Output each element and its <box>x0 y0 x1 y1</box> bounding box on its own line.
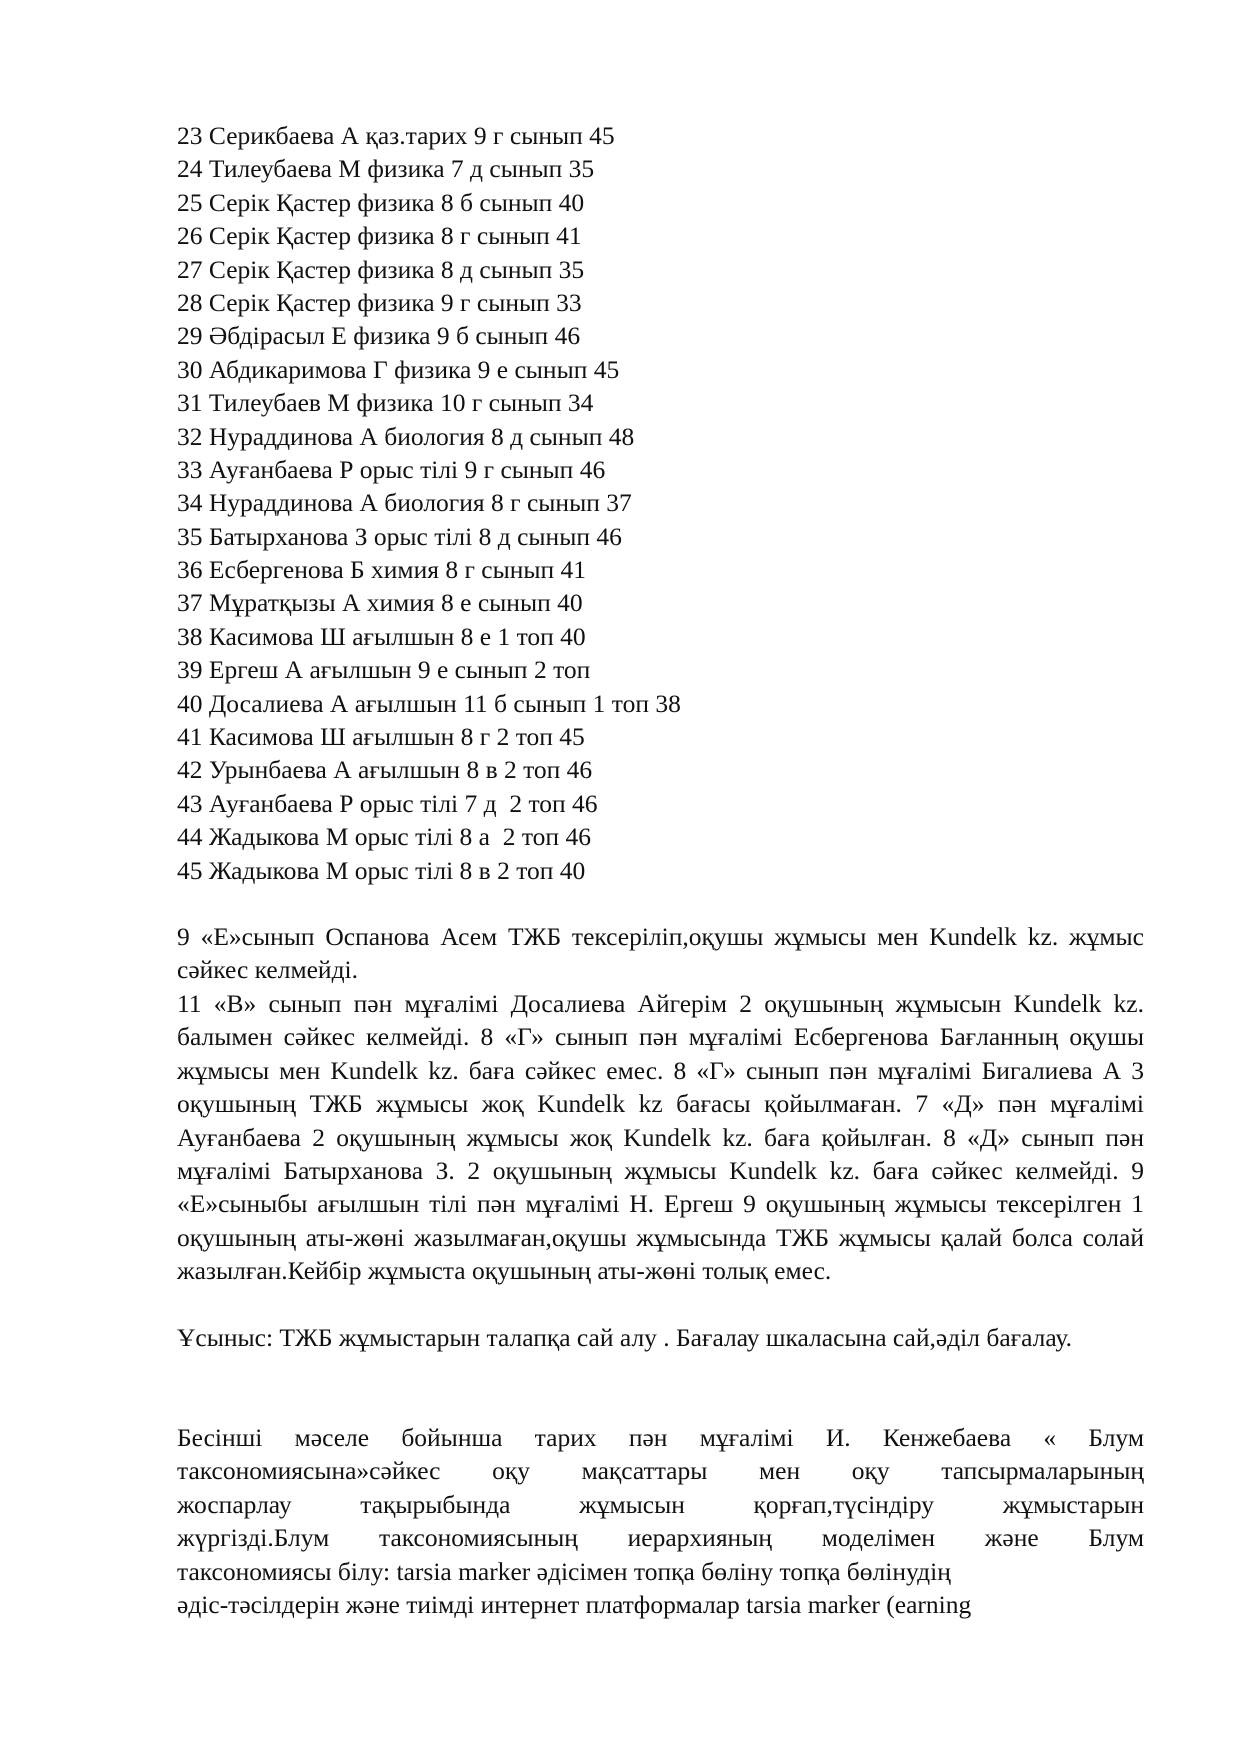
list-item: 38 Касимова Ш ағылшын 8 е 1 топ 40 <box>177 621 586 651</box>
list-item: 26 Серік Қастер физика 8 г сынып 41 <box>177 221 582 251</box>
list-item: 45 Жадыкова М орыс тілі 8 в 2 топ 40 <box>177 855 586 885</box>
list-item: 27 Серік Қастер физика 8 д сынып 35 <box>177 254 585 284</box>
list-item: 43 Ауғанбаева Р орыс тілі 7 д 2 топ 46 <box>177 788 598 818</box>
list-item: 44 Жадыкова М орыс тілі 8 а 2 топ 46 <box>177 822 591 852</box>
list-item: 30 Абдикаримова Г физика 9 е сынып 45 <box>177 354 620 384</box>
list-item: 23 Серикбаева А қаз.тарих 9 г сынып 45 <box>177 121 615 150</box>
paragraph-line: таксономиясына»сәйкес оқу мақсаттары мен оқу тапсырмаларының <box>177 1456 1144 1486</box>
recommendation-paragraph: Ұсыныс: ТЖБ жұмыстарын талапқа сай алу . Бағалау шкаласына сай,әділ бағалау. <box>177 1323 1072 1352</box>
list-item: 29 Әбдірасыл Е физика 9 б сынып 46 <box>177 321 581 351</box>
list-item: 41 Касимова Ш ағылшын 8 г 2 топ 45 <box>177 722 585 752</box>
paragraph-line: Бесінші мәселе бойынша тарих пән мұғалімі И. Кенжебаева « Блум <box>177 1423 1144 1452</box>
list-item: 37 Мұратқызы А химия 8 е сынып 40 <box>177 588 583 618</box>
list-item: 33 Ауғанбаева Р орыс тілі 9 г сынып 46 <box>177 454 606 484</box>
list-item: 35 Батырханова З орыс тілі 8 д сынып 46 <box>177 521 622 551</box>
list-item: 34 Нураддинова А биология 8 г сынып 37 <box>177 488 632 518</box>
findings-paragraph: 11 «В» сынып пән мұғалімі Досалиева Айгерім 2 оқушының жұмысын Kundelk kz. балымен сәйкес келмейді. 8 «Г» сынып пән мұғалімі Есбергенова Бағланның оқушы жұмысы мен Kundelk kz. баға сәйкес емес. 8 «Г» сынып пән мұғалімі Бигалиева А 3 оқушының ТЖБ жұмысы жоқ Kundelk kz бағасы қойылмаған. 7 «Д» пән мұғалімі Ауғанбаева 2 оқушының жұмысы жоқ Kundelk kz. баға қойылған. 8 «Д» сынып пән мұғалімі Батырханова З. 2 оқушының жұмысы Kundelk kz. баға сәйкес келмейді. 9 «Е»сыныбы ағылшын тілі пән мұғалімі Н. Ергеш 9 оқушының жұмысы тексерілген 1 оқушының аты-жөні жазылмаған,оқушы жұмысында ТЖБ жұмысы қалай болса солай жазылған.Кейбір жұмыста оқушының аты-жөні толық емес. <box>177 989 1144 1286</box>
finding-paragraph-9e: 9 «Е»сынып Оспанова Асем ТЖБ тексеріліп,оқушы жұмысы мен Kundelk kz. жұмыс сәйкес келмейді. <box>177 922 1144 985</box>
list-item: 24 Тилеубаева М физика 7 д сынып 35 <box>177 154 595 184</box>
list-item: 31 Тилеубаев М физика 10 г сынып 34 <box>177 388 594 418</box>
teacher-results-list <box>177 119 1077 887</box>
list-item: 28 Серік Қастер физика 9 г сынып 33 <box>177 287 582 317</box>
list-item: 42 Урынбаева А ағылшын 8 в 2 топ 46 <box>177 755 593 785</box>
paragraph-line: таксономиясы білу: tarsia marker әдісімен топқа бөліну топқа бөлінудің <box>177 1556 951 1586</box>
list-item: 36 Есбергенова Б химия 8 г сынып 41 <box>177 555 587 585</box>
list-item: 39 Ергеш А ағылшын 9 е сынып 2 топ <box>177 655 591 685</box>
list-item: 25 Серік Қастер физика 8 б сынып 40 <box>177 187 585 217</box>
paragraph-line: жүргізді.Блум таксономиясының иерархияның моделімен және Блум <box>177 1523 1144 1553</box>
paragraph-line: жоспарлау тақырыбында жұмысын қорғап,түсіндіру жұмыстарын <box>177 1489 1144 1519</box>
paragraph-line: әдіс-тәсілдерін және тиімді интернет платформалар tarsia marker (earning <box>177 1590 972 1620</box>
list-item: 40 Досалиева А ағылшын 11 б сынып 1 топ 38 <box>177 688 681 718</box>
list-item: 32 Нураддинова А биология 8 д сынып 48 <box>177 421 635 451</box>
fifth-issue-paragraph <box>177 1421 1144 1621</box>
